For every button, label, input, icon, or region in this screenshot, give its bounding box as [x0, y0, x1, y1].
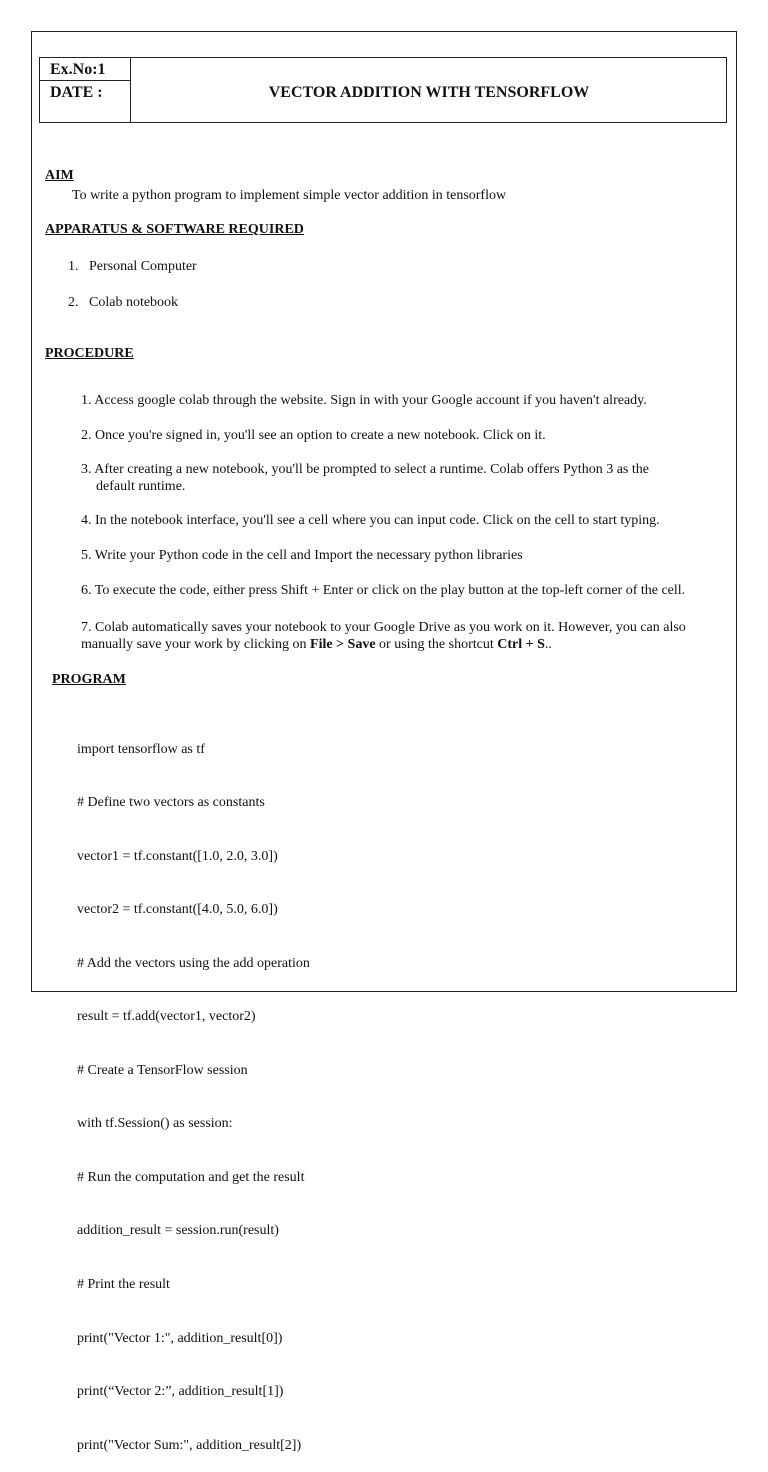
- menu-path: File > Save: [310, 637, 376, 652]
- procedure-step: 5. Write your Python code in the cell and Import the necessary python libraries: [81, 548, 523, 563]
- apparatus-item-label: Colab notebook: [89, 295, 179, 310]
- procedure-step: 7. Colab automatically saves your notebook to your Google Drive as you work on it. However, you can also: [81, 620, 686, 635]
- procedure-step-continuation: default runtime.: [96, 479, 186, 494]
- code-line: print("Vector 1:", addition_result[0]): [77, 1330, 283, 1346]
- header-table: [39, 57, 727, 123]
- aim-text: To write a python program to implement simple vector addition in tensorflow: [72, 188, 507, 203]
- program-code: [77, 705, 310, 1472]
- code-line: vector1 = tf.constant([1.0, 2.0, 3.0]): [77, 848, 278, 864]
- code-line: print(“Vector 2:”, addition_result[1]): [77, 1384, 284, 1400]
- step7-suffix: ..: [544, 637, 552, 652]
- code-line: # Define two vectors as constants: [77, 795, 265, 811]
- procedure-step: 2. Once you're signed in, you'll see an option to create a new notebook. Click on it.: [81, 428, 546, 443]
- code-line: addition_result = session.run(result): [77, 1223, 279, 1239]
- code-line: # Run the computation and get the result: [77, 1169, 305, 1185]
- header-row-divider: [40, 80, 130, 81]
- step7-prefix: manually save your work by clicking on: [81, 637, 311, 652]
- exercise-number: Ex.No:1: [50, 61, 106, 78]
- apparatus-item-label: Personal Computer: [89, 259, 197, 274]
- list-number: 2.: [68, 295, 79, 310]
- code-line: import tensorflow as tf: [77, 741, 205, 757]
- procedure-step: 1. Access google colab through the website. Sign in with your Google account if you haven't already.: [81, 393, 647, 408]
- code-line: # Add the vectors using the add operation: [77, 955, 310, 971]
- code-line: with tf.Session() as session:: [77, 1116, 233, 1132]
- code-line: # Create a TensorFlow session: [77, 1062, 248, 1078]
- apparatus-heading: APPARATUS & SOFTWARE REQUIRED: [45, 222, 304, 237]
- apparatus-item: [68, 294, 178, 311]
- code-line: vector2 = tf.constant([4.0, 5.0, 6.0]): [77, 902, 278, 918]
- code-line: # Print the result: [77, 1277, 170, 1292]
- list-number: 1.: [68, 259, 79, 274]
- aim-heading: AIM: [45, 168, 74, 183]
- procedure-heading: PROCEDURE: [45, 346, 134, 361]
- procedure-step: 6. To execute the code, either press Shift + Enter or click on the play button at the top-left corner of the cell.: [81, 583, 686, 598]
- date-label: DATE :: [50, 84, 103, 101]
- keyboard-shortcut: Ctrl + S: [497, 637, 545, 652]
- procedure-step: 4. In the notebook interface, you'll see a cell where you can input code. Click on the cell to start typing.: [81, 513, 660, 528]
- procedure-step-continuation: [81, 636, 552, 653]
- step7-middle: or using the shortcut: [375, 637, 498, 652]
- code-line: result = tf.add(vector1, vector2): [77, 1009, 256, 1025]
- code-line: print("Vector Sum:", addition_result[2]): [77, 1437, 302, 1453]
- document-title: VECTOR ADDITION WITH TENSORFLOW: [268, 84, 590, 101]
- program-heading: PROGRAM: [52, 672, 126, 687]
- procedure-step: 3. After creating a new notebook, you'll be prompted to select a runtime. Colab offers Python 3 as the: [81, 462, 649, 477]
- apparatus-item: [68, 258, 197, 275]
